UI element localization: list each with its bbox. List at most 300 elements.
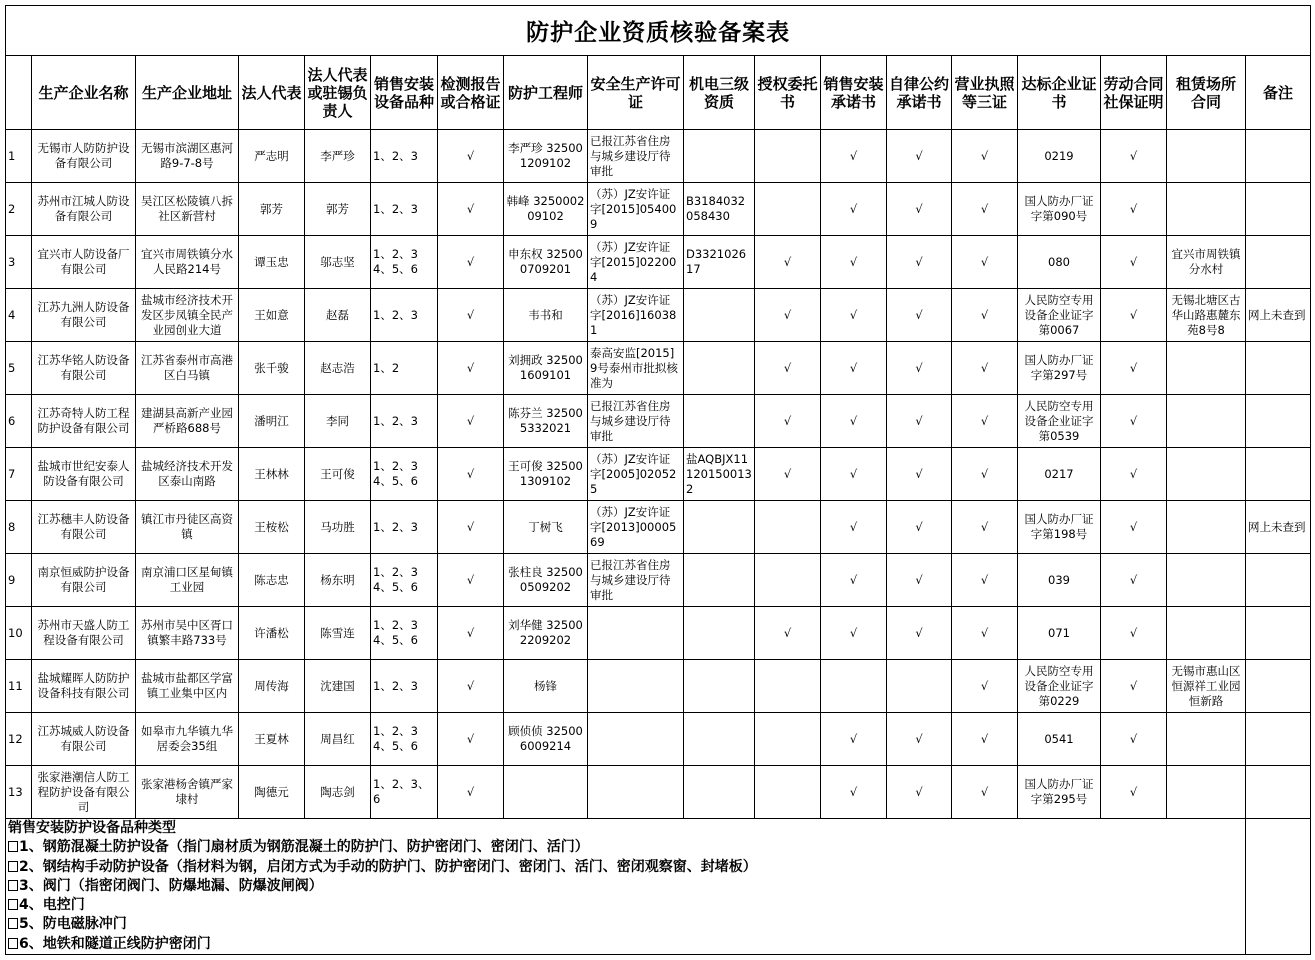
labor-contract-check bbox=[1101, 289, 1167, 342]
check-mark-icon: √ bbox=[849, 466, 858, 481]
check-mark-icon: √ bbox=[1129, 413, 1138, 428]
authorization-check bbox=[755, 342, 821, 395]
compliance-certificate-text: 国人防办厂证字第198号 bbox=[1024, 512, 1094, 541]
checkbox-icon bbox=[8, 918, 18, 929]
compliance-certificate-text: 国人防办厂证字第090号 bbox=[1024, 194, 1094, 223]
row-number: 11 bbox=[6, 660, 32, 713]
compliance-certificate bbox=[1018, 766, 1101, 819]
labor-contract-check bbox=[1101, 448, 1167, 501]
business-license-check bbox=[952, 448, 1018, 501]
row-number: 13 bbox=[6, 766, 32, 819]
compliance-certificate-text: 国人防办厂证字第295号 bbox=[1024, 777, 1094, 806]
column-header: 达标企业证书 bbox=[1018, 56, 1101, 130]
business-license-check bbox=[952, 342, 1018, 395]
electromechanical-qualification-text: 盐AQBJX111201500132 bbox=[686, 451, 752, 496]
test-report-check bbox=[438, 607, 504, 660]
check-mark-icon: √ bbox=[849, 254, 858, 269]
local-responsible-person: 马功胜 bbox=[305, 501, 371, 554]
sales-commitment-check bbox=[821, 342, 887, 395]
protection-engineer-text: 陈芬兰 325005332021 bbox=[508, 406, 583, 435]
legal-representative: 谭玉忠 bbox=[239, 236, 305, 289]
safety-license-text: 泰高安监[2015]9号泰州市批拟核准为 bbox=[590, 345, 678, 390]
labor-contract-check bbox=[1101, 660, 1167, 713]
remark bbox=[1246, 289, 1311, 342]
legend-item-text: 5、防电磁脉冲门 bbox=[19, 916, 127, 933]
check-mark-icon: √ bbox=[783, 466, 792, 481]
device-types: 1、2 bbox=[371, 342, 438, 395]
remark bbox=[1246, 448, 1311, 501]
local-responsible-person: 沈建国 bbox=[305, 660, 371, 713]
company-address bbox=[136, 501, 239, 554]
safety-license bbox=[588, 395, 684, 448]
self-discipline-check bbox=[887, 607, 952, 660]
company-address-text: 吴江区松陵镇八拆社区新营村 bbox=[141, 194, 233, 223]
compliance-certificate-text: 人民防空专用设备企业证字第0229 bbox=[1024, 663, 1094, 708]
safety-license bbox=[588, 554, 684, 607]
electromechanical-qualification bbox=[684, 289, 755, 342]
legend-item bbox=[8, 877, 1243, 896]
safety-license bbox=[588, 342, 684, 395]
labor-contract-check bbox=[1101, 713, 1167, 766]
lease-contract-text: 无锡市惠山区恒源祥工业园恒新路 bbox=[1171, 663, 1241, 708]
row-number: 5 bbox=[6, 342, 32, 395]
labor-contract-check bbox=[1101, 130, 1167, 183]
sales-commitment-check bbox=[821, 501, 887, 554]
table-row bbox=[6, 448, 1311, 501]
record-sheet bbox=[5, 5, 1310, 955]
company-address bbox=[136, 448, 239, 501]
labor-contract-check bbox=[1101, 766, 1167, 819]
device-types: 1、2、3 bbox=[371, 289, 438, 342]
authorization-check bbox=[755, 713, 821, 766]
check-mark-icon: √ bbox=[915, 254, 923, 269]
check-mark-icon: √ bbox=[466, 307, 475, 322]
sales-commitment-check bbox=[821, 660, 887, 713]
table-row bbox=[6, 607, 1311, 660]
compliance-certificate-text: 080 bbox=[1048, 254, 1070, 269]
company-address-text: 江苏省泰州市高港区白马镇 bbox=[141, 353, 233, 382]
electromechanical-qualification-text: B3184032058430 bbox=[686, 194, 746, 223]
protection-engineer bbox=[504, 130, 588, 183]
protection-engineer-text: 李严珍 325001209102 bbox=[508, 141, 583, 170]
check-mark-icon: √ bbox=[915, 625, 923, 640]
device-types: 1、2、3 bbox=[371, 660, 438, 713]
lease-contract bbox=[1167, 236, 1246, 289]
column-header: 机电三级资质 bbox=[684, 56, 755, 130]
protection-engineer-text: 刘拥政 325001609101 bbox=[508, 353, 583, 382]
row-number: 2 bbox=[6, 183, 32, 236]
device-types-legend bbox=[6, 819, 1246, 955]
test-report-check bbox=[438, 236, 504, 289]
company-address bbox=[136, 395, 239, 448]
local-responsible-person: 李同 bbox=[305, 395, 371, 448]
legal-representative: 王如意 bbox=[239, 289, 305, 342]
check-mark-icon: √ bbox=[849, 784, 858, 799]
test-report-check bbox=[438, 766, 504, 819]
check-mark-icon: √ bbox=[1129, 360, 1138, 375]
protection-engineer-text: 韦书和 bbox=[528, 307, 563, 322]
safety-license bbox=[588, 183, 684, 236]
check-mark-icon: √ bbox=[980, 254, 989, 269]
table-row bbox=[6, 554, 1311, 607]
check-mark-icon: √ bbox=[849, 148, 858, 163]
device-types: 1、2、3 bbox=[371, 501, 438, 554]
compliance-certificate bbox=[1018, 554, 1101, 607]
sales-commitment-check bbox=[821, 713, 887, 766]
legend-item-text: 2、钢结构手动防护设备（指材料为钢，启闭方式为手动的防护门、防护密闭门、密闭门、活门、密闭观察窗、封堵板） bbox=[19, 858, 757, 875]
check-mark-icon: √ bbox=[849, 307, 858, 322]
self-discipline-check bbox=[887, 713, 952, 766]
compliance-certificate-text: 0219 bbox=[1044, 148, 1074, 163]
safety-license bbox=[588, 713, 684, 766]
column-header: 租赁场所合同 bbox=[1167, 56, 1246, 130]
check-mark-icon: √ bbox=[849, 625, 858, 640]
lease-contract bbox=[1167, 130, 1246, 183]
sales-commitment-check bbox=[821, 607, 887, 660]
check-mark-icon: √ bbox=[915, 572, 923, 587]
electromechanical-qualification bbox=[684, 713, 755, 766]
check-mark-icon: √ bbox=[466, 254, 475, 269]
local-responsible-person: 杨东明 bbox=[305, 554, 371, 607]
business-license-check bbox=[952, 660, 1018, 713]
self-discipline-check bbox=[887, 130, 952, 183]
safety-license-text: （苏）JZ安许证字[2015]054009 bbox=[590, 186, 677, 231]
company-name: 盐城耀晖人防防护设备科技有限公司 bbox=[32, 660, 136, 713]
check-mark-icon: √ bbox=[849, 731, 858, 746]
company-address-text: 盐城市盐都区学富镇工业集中区内 bbox=[141, 671, 233, 700]
compliance-certificate bbox=[1018, 395, 1101, 448]
safety-license bbox=[588, 236, 684, 289]
column-header: 生产企业地址 bbox=[136, 56, 239, 130]
check-mark-icon: √ bbox=[980, 413, 989, 428]
row-number: 3 bbox=[6, 236, 32, 289]
check-mark-icon: √ bbox=[1129, 307, 1138, 322]
checkbox-icon bbox=[8, 880, 18, 891]
check-mark-icon: √ bbox=[915, 413, 923, 428]
column-header: 销售安装承诺书 bbox=[821, 56, 887, 130]
labor-contract-check bbox=[1101, 395, 1167, 448]
electromechanical-qualification bbox=[684, 766, 755, 819]
self-discipline-check bbox=[887, 766, 952, 819]
compliance-certificate-text: 071 bbox=[1048, 625, 1070, 640]
company-name: 苏州市天盛人防工程设备有限公司 bbox=[32, 607, 136, 660]
check-mark-icon: √ bbox=[783, 254, 792, 269]
check-mark-icon: √ bbox=[915, 360, 923, 375]
lease-contract bbox=[1167, 448, 1246, 501]
lease-contract bbox=[1167, 766, 1246, 819]
business-license-check bbox=[952, 183, 1018, 236]
check-mark-icon: √ bbox=[466, 731, 475, 746]
company-name: 江苏华铭人防设备有限公司 bbox=[32, 342, 136, 395]
check-mark-icon: √ bbox=[849, 201, 858, 216]
company-address-text: 张家港杨舍镇严家埭村 bbox=[141, 777, 233, 806]
lease-contract bbox=[1167, 342, 1246, 395]
compliance-certificate bbox=[1018, 607, 1101, 660]
compliance-certificate-text: 人民防空专用设备企业证字第0067 bbox=[1024, 292, 1094, 337]
compliance-certificate bbox=[1018, 289, 1101, 342]
company-address-text: 如皋市九华镇九华居委会35组 bbox=[141, 724, 233, 753]
company-address-text: 苏州市吴中区胥口镇繁丰路733号 bbox=[141, 618, 233, 647]
legend-item bbox=[8, 858, 1243, 877]
self-discipline-check bbox=[887, 448, 952, 501]
column-header: 授权委托书 bbox=[755, 56, 821, 130]
legal-representative: 严志明 bbox=[239, 130, 305, 183]
check-mark-icon: √ bbox=[915, 784, 923, 799]
check-mark-icon: √ bbox=[980, 519, 989, 534]
check-mark-icon: √ bbox=[849, 572, 858, 587]
check-mark-icon: √ bbox=[466, 201, 475, 216]
company-address-text: 盐城经济技术开发区泰山南路 bbox=[141, 459, 233, 488]
company-address-text: 建湖县高新产业园严桥路688号 bbox=[141, 406, 233, 435]
check-mark-icon: √ bbox=[466, 784, 475, 799]
electromechanical-qualification bbox=[684, 660, 755, 713]
test-report-check bbox=[438, 289, 504, 342]
column-header: 劳动合同社保证明 bbox=[1101, 56, 1167, 130]
legend-item-text: 1、钢筋混凝土防护设备（指门扇材质为钢筋混凝土的防护门、防护密闭门、密闭门、活门） bbox=[19, 839, 589, 856]
column-header: 法人代表或驻锡负责人 bbox=[305, 56, 371, 130]
labor-contract-check bbox=[1101, 342, 1167, 395]
legend-item-text: 6、地铁和隧道正线防护密闭门 bbox=[19, 935, 211, 952]
company-address bbox=[136, 342, 239, 395]
protection-engineer-text: 申东权 325000709201 bbox=[508, 247, 583, 276]
column-header: 安全生产许可证 bbox=[588, 56, 684, 130]
self-discipline-check bbox=[887, 501, 952, 554]
business-license-check bbox=[952, 766, 1018, 819]
legend-item bbox=[8, 915, 1243, 934]
column-header: 法人代表 bbox=[239, 56, 305, 130]
protection-engineer bbox=[504, 395, 588, 448]
lease-contract-text: 无锡北塘区古华山路惠麓东苑8号8 bbox=[1171, 292, 1241, 337]
labor-contract-check bbox=[1101, 183, 1167, 236]
company-address bbox=[136, 183, 239, 236]
check-mark-icon: √ bbox=[466, 519, 475, 534]
remark bbox=[1246, 183, 1311, 236]
column-header: 生产企业名称 bbox=[32, 56, 136, 130]
company-address bbox=[136, 554, 239, 607]
compliance-certificate bbox=[1018, 236, 1101, 289]
remark bbox=[1246, 766, 1311, 819]
table-row bbox=[6, 501, 1311, 554]
protection-engineer-text: 刘华健 325002209202 bbox=[508, 618, 583, 647]
check-mark-icon: √ bbox=[466, 148, 475, 163]
remark-text: 网上未查到 bbox=[1248, 307, 1306, 322]
compliance-certificate bbox=[1018, 342, 1101, 395]
safety-license bbox=[588, 660, 684, 713]
safety-license bbox=[588, 607, 684, 660]
local-responsible-person: 李严珍 bbox=[305, 130, 371, 183]
remark bbox=[1246, 395, 1311, 448]
protection-engineer bbox=[504, 766, 588, 819]
remark-text: 网上未查到 bbox=[1248, 519, 1306, 534]
self-discipline-check bbox=[887, 236, 952, 289]
column-header: 自律公约承诺书 bbox=[887, 56, 952, 130]
check-mark-icon: √ bbox=[466, 466, 475, 481]
protection-engineer bbox=[504, 501, 588, 554]
check-mark-icon: √ bbox=[980, 572, 989, 587]
business-license-check bbox=[952, 236, 1018, 289]
device-types: 1、2、3 bbox=[371, 183, 438, 236]
electromechanical-qualification bbox=[684, 554, 755, 607]
company-address-text: 南京浦口区星甸镇工业园 bbox=[141, 565, 233, 594]
column-header: 销售安装设备品种 bbox=[371, 56, 438, 130]
labor-contract-check bbox=[1101, 607, 1167, 660]
company-address bbox=[136, 236, 239, 289]
row-number: 1 bbox=[6, 130, 32, 183]
self-discipline-check bbox=[887, 395, 952, 448]
check-mark-icon: √ bbox=[849, 360, 858, 375]
checkbox-icon bbox=[8, 938, 18, 949]
test-report-check bbox=[438, 713, 504, 766]
lease-contract-text: 宜兴市周铁镇分水村 bbox=[1171, 247, 1241, 276]
labor-contract-check bbox=[1101, 554, 1167, 607]
table-row bbox=[6, 130, 1311, 183]
safety-license bbox=[588, 501, 684, 554]
legal-representative: 王桉松 bbox=[239, 501, 305, 554]
electromechanical-qualification-text: D332102617 bbox=[686, 247, 747, 276]
check-mark-icon: √ bbox=[980, 466, 989, 481]
remark bbox=[1246, 236, 1311, 289]
local-responsible-person: 赵磊 bbox=[305, 289, 371, 342]
legal-representative: 张千骏 bbox=[239, 342, 305, 395]
safety-license-text: （苏）JZ安许证字[2005]020525 bbox=[590, 451, 677, 496]
business-license-check bbox=[952, 395, 1018, 448]
protection-engineer-text: 顾侦侦 325006009214 bbox=[508, 724, 583, 753]
check-mark-icon: √ bbox=[980, 307, 989, 322]
remark bbox=[1246, 713, 1311, 766]
check-mark-icon: √ bbox=[980, 360, 989, 375]
column-header bbox=[6, 56, 32, 130]
protection-engineer-text: 杨锋 bbox=[534, 678, 557, 693]
checkbox-icon bbox=[8, 841, 18, 852]
electromechanical-qualification bbox=[684, 395, 755, 448]
legend-note-cell bbox=[1246, 819, 1311, 955]
column-header: 防护工程师 bbox=[504, 56, 588, 130]
authorization-check bbox=[755, 501, 821, 554]
check-mark-icon: √ bbox=[466, 572, 475, 587]
compliance-certificate bbox=[1018, 183, 1101, 236]
remark bbox=[1246, 501, 1311, 554]
check-mark-icon: √ bbox=[1129, 678, 1138, 693]
test-report-check bbox=[438, 554, 504, 607]
protection-engineer-text: 张柱良 325000509202 bbox=[508, 565, 583, 594]
local-responsible-person: 王可俊 bbox=[305, 448, 371, 501]
business-license-check bbox=[952, 130, 1018, 183]
company-name: 苏州市江城人防设备有限公司 bbox=[32, 183, 136, 236]
safety-license-text: 已报江苏省住房与城乡建设厅待审批 bbox=[590, 557, 671, 602]
local-responsible-person: 陶志剑 bbox=[305, 766, 371, 819]
check-mark-icon: √ bbox=[980, 731, 989, 746]
lease-contract bbox=[1167, 501, 1246, 554]
check-mark-icon: √ bbox=[1129, 466, 1138, 481]
legal-representative: 陈志忠 bbox=[239, 554, 305, 607]
safety-license-text: （苏）JZ安许证字[2013]0000569 bbox=[590, 504, 677, 549]
check-mark-icon: √ bbox=[1129, 519, 1138, 534]
company-name: 江苏穗丰人防设备有限公司 bbox=[32, 501, 136, 554]
check-mark-icon: √ bbox=[915, 519, 923, 534]
electromechanical-qualification bbox=[684, 130, 755, 183]
self-discipline-check bbox=[887, 660, 952, 713]
legend-item-text: 4、电控门 bbox=[19, 897, 85, 914]
electromechanical-qualification bbox=[684, 183, 755, 236]
lease-contract bbox=[1167, 660, 1246, 713]
company-name: 南京恒威防护设备有限公司 bbox=[32, 554, 136, 607]
legend-item bbox=[8, 935, 1243, 954]
lease-contract bbox=[1167, 395, 1246, 448]
company-address-text: 盐城市经济技术开发区步凤镇全民产业园创业大道 bbox=[141, 292, 233, 337]
legal-representative: 王林林 bbox=[239, 448, 305, 501]
check-mark-icon: √ bbox=[849, 519, 858, 534]
electromechanical-qualification bbox=[684, 607, 755, 660]
legal-representative: 许潘松 bbox=[239, 607, 305, 660]
legal-representative: 王夏林 bbox=[239, 713, 305, 766]
sales-commitment-check bbox=[821, 766, 887, 819]
protection-engineer bbox=[504, 236, 588, 289]
table-row bbox=[6, 713, 1311, 766]
lease-contract bbox=[1167, 713, 1246, 766]
company-name: 宜兴市人防设备厂有限公司 bbox=[32, 236, 136, 289]
row-number: 8 bbox=[6, 501, 32, 554]
lease-contract bbox=[1167, 554, 1246, 607]
check-mark-icon: √ bbox=[783, 413, 792, 428]
compliance-certificate bbox=[1018, 660, 1101, 713]
column-header: 营业执照等三证 bbox=[952, 56, 1018, 130]
table-body bbox=[6, 130, 1311, 819]
protection-engineer bbox=[504, 342, 588, 395]
column-header: 备注 bbox=[1246, 56, 1311, 130]
lease-contract bbox=[1167, 289, 1246, 342]
authorization-check bbox=[755, 289, 821, 342]
electromechanical-qualification bbox=[684, 342, 755, 395]
check-mark-icon: √ bbox=[1129, 254, 1138, 269]
safety-license-text: （苏）JZ安许证字[2015]022004 bbox=[590, 239, 677, 284]
safety-license-text: （苏）JZ安许证字[2016]160381 bbox=[590, 292, 677, 337]
record-table bbox=[5, 5, 1311, 955]
remark bbox=[1246, 342, 1311, 395]
sales-commitment-check bbox=[821, 183, 887, 236]
lease-contract bbox=[1167, 607, 1246, 660]
device-types: 1、2、3 4、5、6 bbox=[371, 236, 438, 289]
check-mark-icon: √ bbox=[1129, 572, 1138, 587]
check-mark-icon: √ bbox=[980, 784, 989, 799]
check-mark-icon: √ bbox=[915, 148, 923, 163]
company-address bbox=[136, 130, 239, 183]
legal-representative: 郭芳 bbox=[239, 183, 305, 236]
protection-engineer bbox=[504, 607, 588, 660]
safety-license bbox=[588, 448, 684, 501]
compliance-certificate-text: 0217 bbox=[1044, 466, 1074, 481]
compliance-certificate-text: 0541 bbox=[1044, 731, 1074, 746]
compliance-certificate bbox=[1018, 130, 1101, 183]
protection-engineer-text: 韩峰 325000209102 bbox=[506, 194, 585, 223]
page-title: 防护企业资质核验备案表 bbox=[6, 6, 1311, 56]
test-report-check bbox=[438, 342, 504, 395]
device-types: 1、2、3 4、5、6 bbox=[371, 713, 438, 766]
labor-contract-check bbox=[1101, 501, 1167, 554]
local-responsible-person: 周昌红 bbox=[305, 713, 371, 766]
column-header: 检测报告或合格证 bbox=[438, 56, 504, 130]
electromechanical-qualification bbox=[684, 236, 755, 289]
safety-license-text: 已报江苏省住房与城乡建设厅待审批 bbox=[590, 398, 671, 443]
business-license-check bbox=[952, 607, 1018, 660]
compliance-certificate-text: 国人防办厂证字第297号 bbox=[1024, 353, 1094, 382]
company-name: 盐城市世纪安泰人防设备有限公司 bbox=[32, 448, 136, 501]
check-mark-icon: √ bbox=[915, 307, 923, 322]
sales-commitment-check bbox=[821, 289, 887, 342]
test-report-check bbox=[438, 130, 504, 183]
test-report-check bbox=[438, 660, 504, 713]
authorization-check bbox=[755, 130, 821, 183]
table-row bbox=[6, 342, 1311, 395]
